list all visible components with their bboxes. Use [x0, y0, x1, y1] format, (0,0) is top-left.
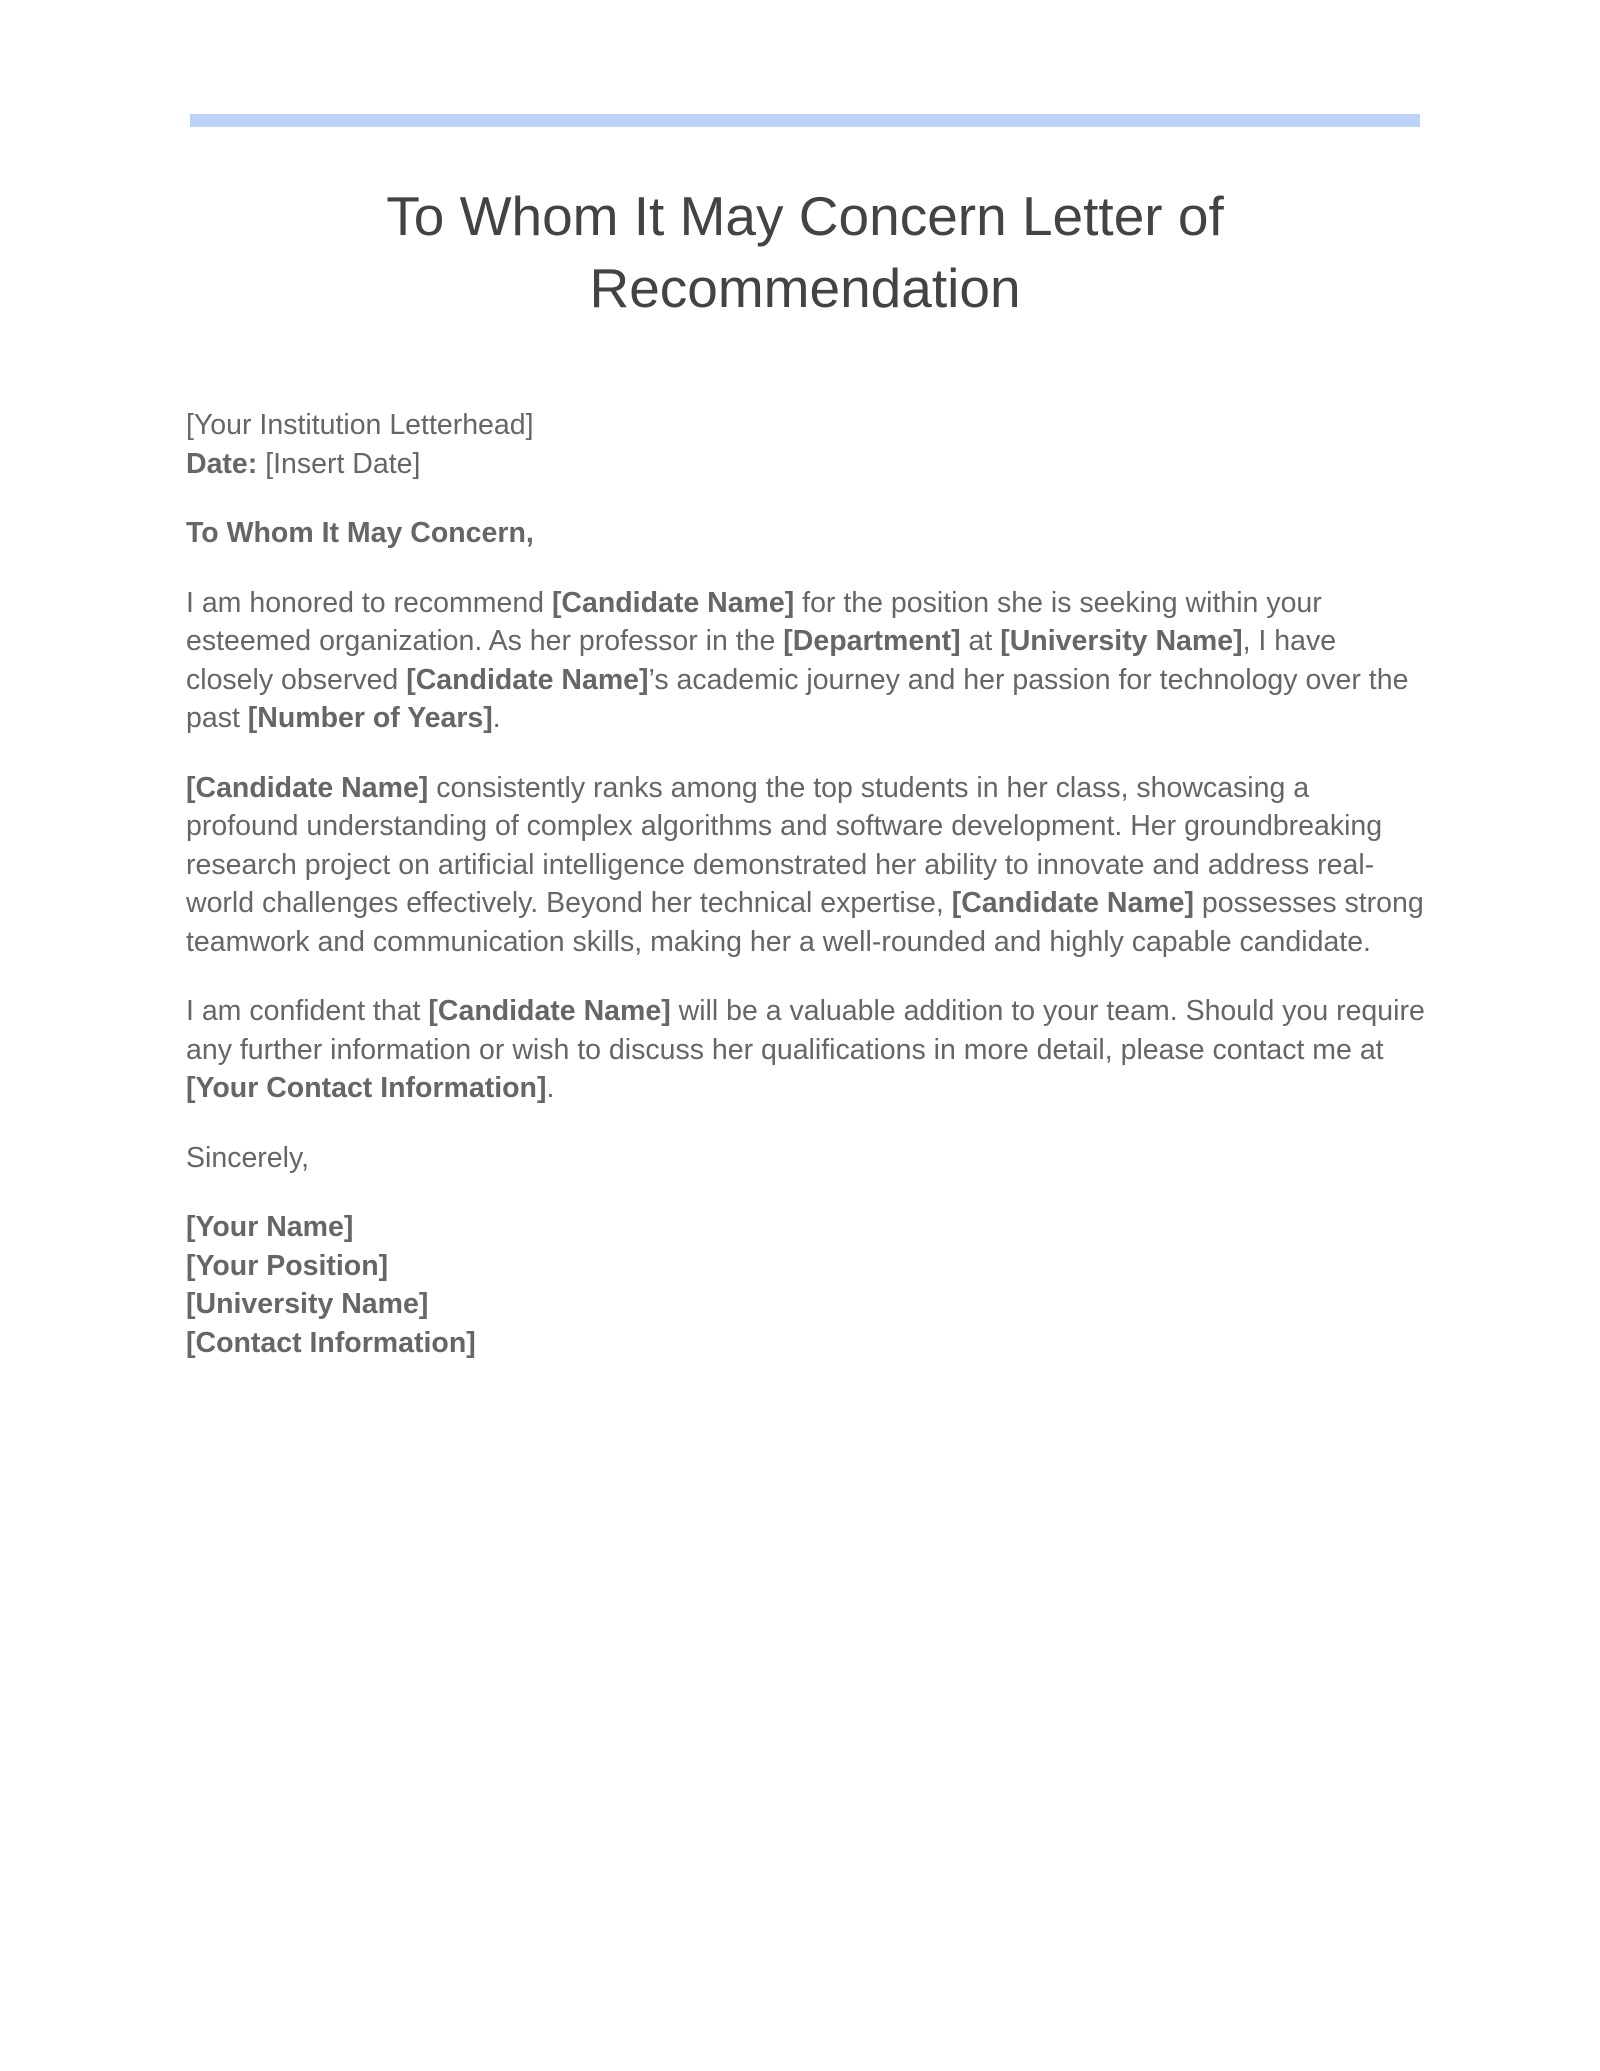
signature-block	[186, 1208, 1426, 1362]
p1-text-2: for the position she is seeking within your esteemed organization. As her professor in the	[186, 586, 1322, 657]
header-accent-bar	[190, 114, 1420, 127]
p1-text-1: I am honored to recommend	[186, 586, 552, 619]
page-title	[190, 180, 1420, 324]
p3-text-2: will be a valuable addition to your team. Should you require any further information or wish to discuss her qualifications in more detail, please contact me at	[186, 995, 1425, 1066]
paragraph-1	[186, 584, 1426, 738]
title-line-2: Recommendation	[589, 257, 1021, 319]
signature-position: [Your Position]	[186, 1249, 389, 1282]
date-line	[186, 445, 1426, 484]
letterhead-block	[186, 406, 1426, 483]
p1-text-6: .	[492, 702, 501, 734]
p2-candidate-name-2: [Candidate Name]	[951, 887, 1194, 919]
p1-text-5: ’s academic journey and her passion for technology over the past	[186, 663, 1409, 734]
signature-university: [University Name]	[186, 1288, 429, 1320]
letterhead: [Your Institution Letterhead]	[186, 409, 534, 441]
p1-candidate-name: [Candidate Name]	[551, 586, 795, 619]
date-value: [Insert Date]	[265, 447, 421, 480]
p2-text-2: possesses strong teamwork and communication skills, making her a well-rounded and highly capable candidate.	[186, 887, 1424, 958]
title-line-1: To Whom It May Concern Letter of	[386, 185, 1224, 247]
signature-name: [Your Name]	[186, 1211, 354, 1243]
p1-text-4: , I have closely observed	[186, 625, 1337, 696]
p1-text-3: at	[960, 625, 1001, 657]
p2-candidate-name: [Candidate Name]	[186, 771, 429, 804]
date-label: Date:	[186, 447, 258, 480]
p1-candidate-name-2: [Candidate Name]	[406, 663, 649, 696]
closing: Sincerely,	[186, 1141, 310, 1174]
p2-text-1: consistently ranks among the top students in her class, showcasing a profound understanding of complex algorithms and software development. Her groundbreaking research project on artificial intelligence demonstrated her ability to innovate and address real-world challenges effectively. Beyond her technical expertise,	[186, 771, 1383, 919]
p1-number-of-years: [Number of Years]	[247, 702, 493, 734]
letter-body	[186, 406, 1426, 1393]
p3-contact-information: [Your Contact Information]	[186, 1072, 547, 1104]
salutation: To Whom It May Concern,	[186, 517, 534, 549]
p3-text-3: .	[546, 1072, 555, 1104]
signature-contact: [Contact Information]	[186, 1326, 476, 1359]
paragraph-2	[186, 769, 1426, 962]
p1-department: [Department]	[783, 625, 961, 657]
p3-candidate-name: [Candidate Name]	[428, 995, 671, 1027]
p1-university-name: [University Name]	[1000, 625, 1243, 657]
p3-text-1: I am confident that	[186, 995, 429, 1027]
paragraph-3	[186, 992, 1426, 1108]
